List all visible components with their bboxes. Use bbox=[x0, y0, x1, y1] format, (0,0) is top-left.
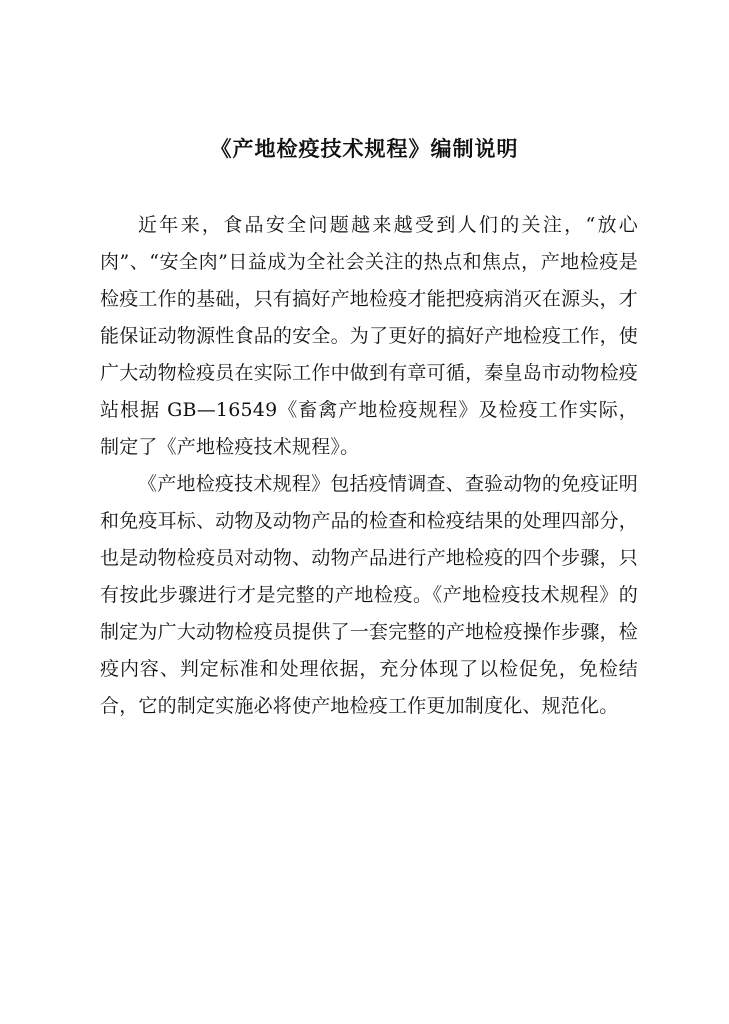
document-body bbox=[100, 207, 638, 725]
document-title: 《产地检疫技术规程》编制说明 bbox=[210, 136, 519, 161]
paragraph-1: 近年来，食品安全问题越来越受到人们的关注，“放心肉”、“安全肉”日益成为全社会关注的热点和焦点，产地检疫是检疫工作的基础，只有搞好产地检疫才能把疫病消灭在源头，才能保证动物源性食品的安全。为了更好的搞好产地检疫工作，使广大动物检疫员在实际工作中做到有章可循，秦皇岛市动物检疫站根据 GB—16549《畜禽产地检疫规程》及检疫工作实际，制定了《产地检疫技术规程》。 bbox=[100, 214, 638, 458]
paragraph-2: 《产地检疫技术规程》包括疫情调查、查验动物的免疫证明和免疫耳标、动物及动物产品的检查和检疫结果的处理四部分，也是动物检疫员对动物、动物产品进行产地检疫的四个步骤，只有按此步骤进行才是完整的产地检疫。《产地检疫技术规程》的制定为广大动物检疫员提供了一套完整的产地检疫操作步骤，检疫内容、判定标准和处理依据，充分体现了以检促免，免检结合，它的制定实施必将使产地检疫工作更加制度化、规范化。 bbox=[100, 473, 638, 717]
